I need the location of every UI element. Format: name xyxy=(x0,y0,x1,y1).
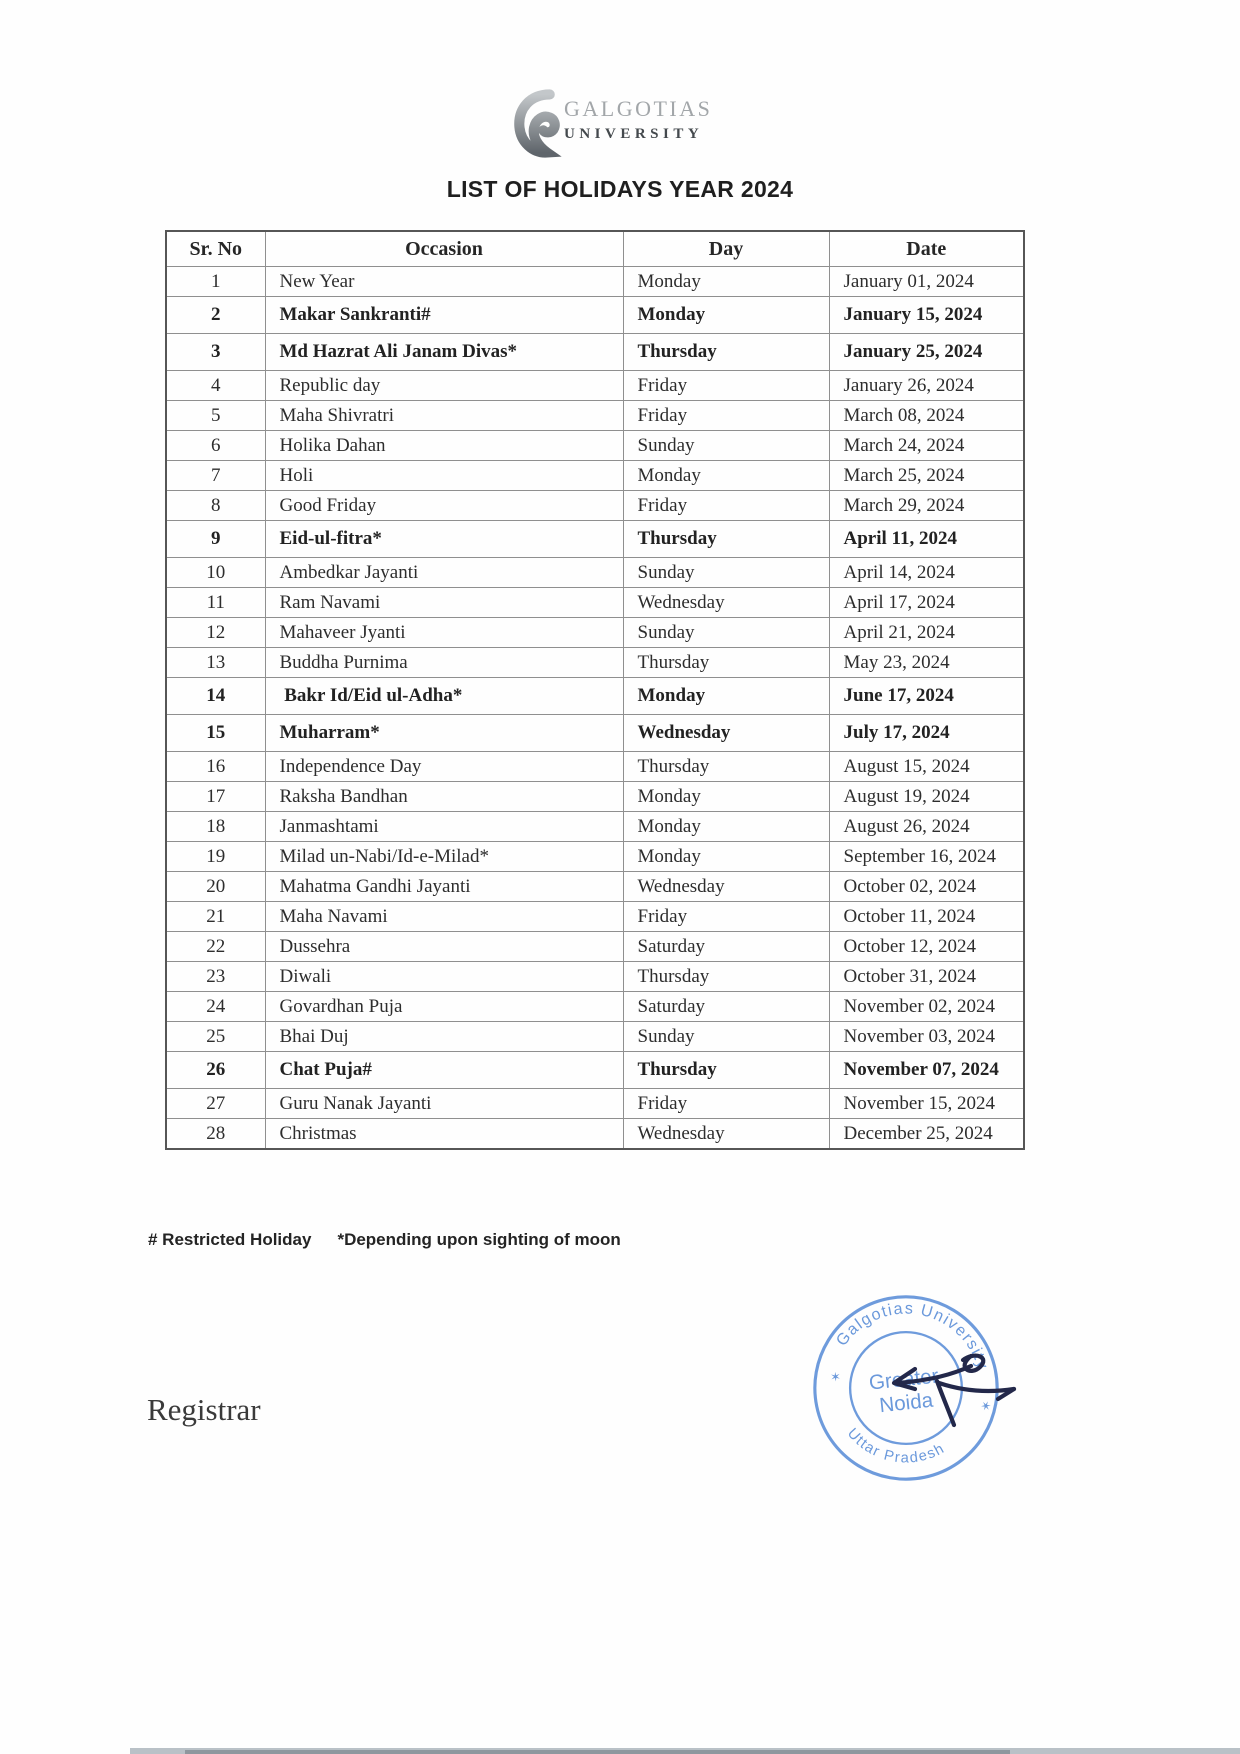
cell-occasion: Ram Navami xyxy=(265,588,623,618)
cell-occasion: Govardhan Puja xyxy=(265,992,623,1022)
table-row xyxy=(166,297,1024,334)
cell-occasion: New Year xyxy=(265,267,623,297)
cell-day: Thursday xyxy=(623,334,829,371)
cell-date: November 07, 2024 xyxy=(829,1052,1024,1089)
cell-date: April 11, 2024 xyxy=(829,521,1024,558)
cell-sr: 4 xyxy=(166,371,265,401)
cell-sr: 28 xyxy=(166,1119,265,1150)
cell-sr: 6 xyxy=(166,431,265,461)
table-row xyxy=(166,558,1024,588)
table-row xyxy=(166,715,1024,752)
cell-date: April 14, 2024 xyxy=(829,558,1024,588)
table-row xyxy=(166,842,1024,872)
cell-date: April 21, 2024 xyxy=(829,618,1024,648)
stamp-center-line1: Greater xyxy=(867,1364,940,1395)
cell-sr: 27 xyxy=(166,1089,265,1119)
table-row xyxy=(166,334,1024,371)
cell-occasion: Holi xyxy=(265,461,623,491)
cell-day: Monday xyxy=(623,812,829,842)
cell-day: Monday xyxy=(623,267,829,297)
cell-sr: 1 xyxy=(166,267,265,297)
stamp-star-left-icon: ✶ xyxy=(829,1368,842,1385)
holiday-table-body xyxy=(166,267,1024,1150)
table-row xyxy=(166,752,1024,782)
cell-date: January 15, 2024 xyxy=(829,297,1024,334)
brand-name: GALGOTIAS xyxy=(564,96,713,121)
cell-date: April 17, 2024 xyxy=(829,588,1024,618)
table-row xyxy=(166,782,1024,812)
cell-date: October 11, 2024 xyxy=(829,902,1024,932)
brand-subname: UNIVERSITY xyxy=(564,126,704,142)
table-row xyxy=(166,1119,1024,1150)
cell-sr: 23 xyxy=(166,962,265,992)
table-row xyxy=(166,648,1024,678)
cell-date: August 26, 2024 xyxy=(829,812,1024,842)
table-header-row xyxy=(166,231,1024,267)
cell-day: Monday xyxy=(623,678,829,715)
registrar-label: Registrar xyxy=(147,1392,261,1427)
table-row xyxy=(166,1089,1024,1119)
cell-occasion: Holika Dahan xyxy=(265,431,623,461)
holidays-table xyxy=(165,230,1025,1150)
header-cell-occasion: Occasion xyxy=(265,231,623,267)
table-row xyxy=(166,812,1024,842)
footnote xyxy=(148,1230,647,1250)
cell-sr: 25 xyxy=(166,1022,265,1052)
cell-day: Friday xyxy=(623,401,829,431)
table-row xyxy=(166,461,1024,491)
cell-sr: 3 xyxy=(166,334,265,371)
cell-occasion: Maha Shivratri xyxy=(265,401,623,431)
cell-day: Thursday xyxy=(623,752,829,782)
cell-day: Thursday xyxy=(623,648,829,678)
cell-occasion: Raksha Bandhan xyxy=(265,782,623,812)
cell-occasion: Guru Nanak Jayanti xyxy=(265,1089,623,1119)
table-row xyxy=(166,872,1024,902)
signature-scribble xyxy=(845,1342,1020,1442)
cell-day: Monday xyxy=(623,297,829,334)
table-row xyxy=(166,521,1024,558)
page-title: LIST OF HOLIDAYS YEAR 2024 xyxy=(446,176,794,202)
cell-date: March 29, 2024 xyxy=(829,491,1024,521)
cell-occasion: Chat Puja# xyxy=(265,1052,623,1089)
cell-occasion: Republic day xyxy=(265,371,623,401)
cell-day: Wednesday xyxy=(623,715,829,752)
table-row xyxy=(166,992,1024,1022)
cell-date: January 25, 2024 xyxy=(829,334,1024,371)
cell-occasion: Muharram* xyxy=(265,715,623,752)
cell-day: Wednesday xyxy=(623,1119,829,1150)
cell-occasion: Ambedkar Jayanti xyxy=(265,558,623,588)
table-row xyxy=(166,1052,1024,1089)
cell-day: Thursday xyxy=(623,1052,829,1089)
stamp-arc-bottom-text: Uttar Pradesh xyxy=(843,1425,948,1467)
cell-date: November 02, 2024 xyxy=(829,992,1024,1022)
header-cell-srno: Sr. No xyxy=(166,231,265,267)
cell-day: Sunday xyxy=(623,558,829,588)
header-cell-day: Day xyxy=(623,231,829,267)
cell-sr: 9 xyxy=(166,521,265,558)
cell-occasion: Mahaveer Jyanti xyxy=(265,618,623,648)
cell-day: Friday xyxy=(623,371,829,401)
cell-occasion: Bakr Id/Eid ul-Adha* xyxy=(265,678,623,715)
cell-occasion: Md Hazrat Ali Janam Divas* xyxy=(265,334,623,371)
cell-day: Monday xyxy=(623,782,829,812)
cell-sr: 10 xyxy=(166,558,265,588)
cell-occasion: Diwali xyxy=(265,962,623,992)
cell-day: Friday xyxy=(623,491,829,521)
cell-day: Sunday xyxy=(623,431,829,461)
cell-date: January 26, 2024 xyxy=(829,371,1024,401)
cell-occasion: Good Friday xyxy=(265,491,623,521)
table-row xyxy=(166,491,1024,521)
cell-date: November 15, 2024 xyxy=(829,1089,1024,1119)
cell-sr: 8 xyxy=(166,491,265,521)
cell-date: May 23, 2024 xyxy=(829,648,1024,678)
cell-date: October 31, 2024 xyxy=(829,962,1024,992)
cell-day: Friday xyxy=(623,902,829,932)
cell-occasion: Milad un-Nabi/Id-e-Milad* xyxy=(265,842,623,872)
cell-sr: 15 xyxy=(166,715,265,752)
cell-date: June 17, 2024 xyxy=(829,678,1024,715)
cell-day: Monday xyxy=(623,842,829,872)
cell-sr: 21 xyxy=(166,902,265,932)
cell-date: November 03, 2024 xyxy=(829,1022,1024,1052)
cell-occasion: Christmas xyxy=(265,1119,623,1150)
stamp-star-right-icon: ✶ xyxy=(977,1396,994,1415)
cell-date: October 12, 2024 xyxy=(829,932,1024,962)
cell-date: October 02, 2024 xyxy=(829,872,1024,902)
table-row xyxy=(166,902,1024,932)
cell-date: March 08, 2024 xyxy=(829,401,1024,431)
cell-sr: 22 xyxy=(166,932,265,962)
cell-sr: 2 xyxy=(166,297,265,334)
cell-day: Sunday xyxy=(623,1022,829,1052)
cell-occasion: Maha Navami xyxy=(265,902,623,932)
cell-day: Friday xyxy=(623,1089,829,1119)
cell-day: Sunday xyxy=(623,618,829,648)
cell-sr: 14 xyxy=(166,678,265,715)
cell-day: Thursday xyxy=(623,962,829,992)
cell-day: Saturday xyxy=(623,992,829,1022)
cell-sr: 5 xyxy=(166,401,265,431)
table-row xyxy=(166,401,1024,431)
cell-occasion: Buddha Purnima xyxy=(265,648,623,678)
table-row xyxy=(166,678,1024,715)
cell-occasion: Mahatma Gandhi Jayanti xyxy=(265,872,623,902)
cell-occasion: Makar Sankranti# xyxy=(265,297,623,334)
cell-sr: 12 xyxy=(166,618,265,648)
cell-day: Wednesday xyxy=(623,588,829,618)
cell-sr: 26 xyxy=(166,1052,265,1089)
cell-occasion: Bhai Duj xyxy=(265,1022,623,1052)
header-cell-date: Date xyxy=(829,231,1024,267)
cell-sr: 11 xyxy=(166,588,265,618)
cell-date: July 17, 2024 xyxy=(829,715,1024,752)
cell-occasion: Eid-ul-fitra* xyxy=(265,521,623,558)
table-row xyxy=(166,431,1024,461)
table-row xyxy=(166,1022,1024,1052)
footnote-restricted: # Restricted Holiday xyxy=(148,1230,312,1249)
cell-sr: 18 xyxy=(166,812,265,842)
cell-occasion: Dussehra xyxy=(265,932,623,962)
cell-day: Saturday xyxy=(623,932,829,962)
table-row xyxy=(166,588,1024,618)
cell-sr: 7 xyxy=(166,461,265,491)
table-row xyxy=(166,618,1024,648)
cell-sr: 16 xyxy=(166,752,265,782)
stamp-arc-top-text: Galgotias University xyxy=(832,1299,993,1373)
cell-occasion: Janmashtami xyxy=(265,812,623,842)
cell-date: January 01, 2024 xyxy=(829,267,1024,297)
cell-sr: 17 xyxy=(166,782,265,812)
cell-date: September 16, 2024 xyxy=(829,842,1024,872)
cell-sr: 24 xyxy=(166,992,265,1022)
cell-day: Thursday xyxy=(623,521,829,558)
university-wordmark xyxy=(564,96,724,143)
stamp-center-line2: Noida xyxy=(878,1388,935,1418)
cell-date: August 15, 2024 xyxy=(829,752,1024,782)
cell-occasion: Independence Day xyxy=(265,752,623,782)
cell-sr: 20 xyxy=(166,872,265,902)
university-logo-icon xyxy=(506,88,564,158)
scan-artifact-strip-dark xyxy=(185,1750,1010,1754)
cell-date: December 25, 2024 xyxy=(829,1119,1024,1150)
cell-date: March 25, 2024 xyxy=(829,461,1024,491)
cell-day: Monday xyxy=(623,461,829,491)
footnote-moon: *Depending upon sighting of moon xyxy=(337,1230,621,1249)
table-row xyxy=(166,962,1024,992)
cell-sr: 19 xyxy=(166,842,265,872)
table-row xyxy=(166,267,1024,297)
cell-date: March 24, 2024 xyxy=(829,431,1024,461)
cell-day: Wednesday xyxy=(623,872,829,902)
cell-date: August 19, 2024 xyxy=(829,782,1024,812)
cell-sr: 13 xyxy=(166,648,265,678)
table-row xyxy=(166,371,1024,401)
table-row xyxy=(166,932,1024,962)
